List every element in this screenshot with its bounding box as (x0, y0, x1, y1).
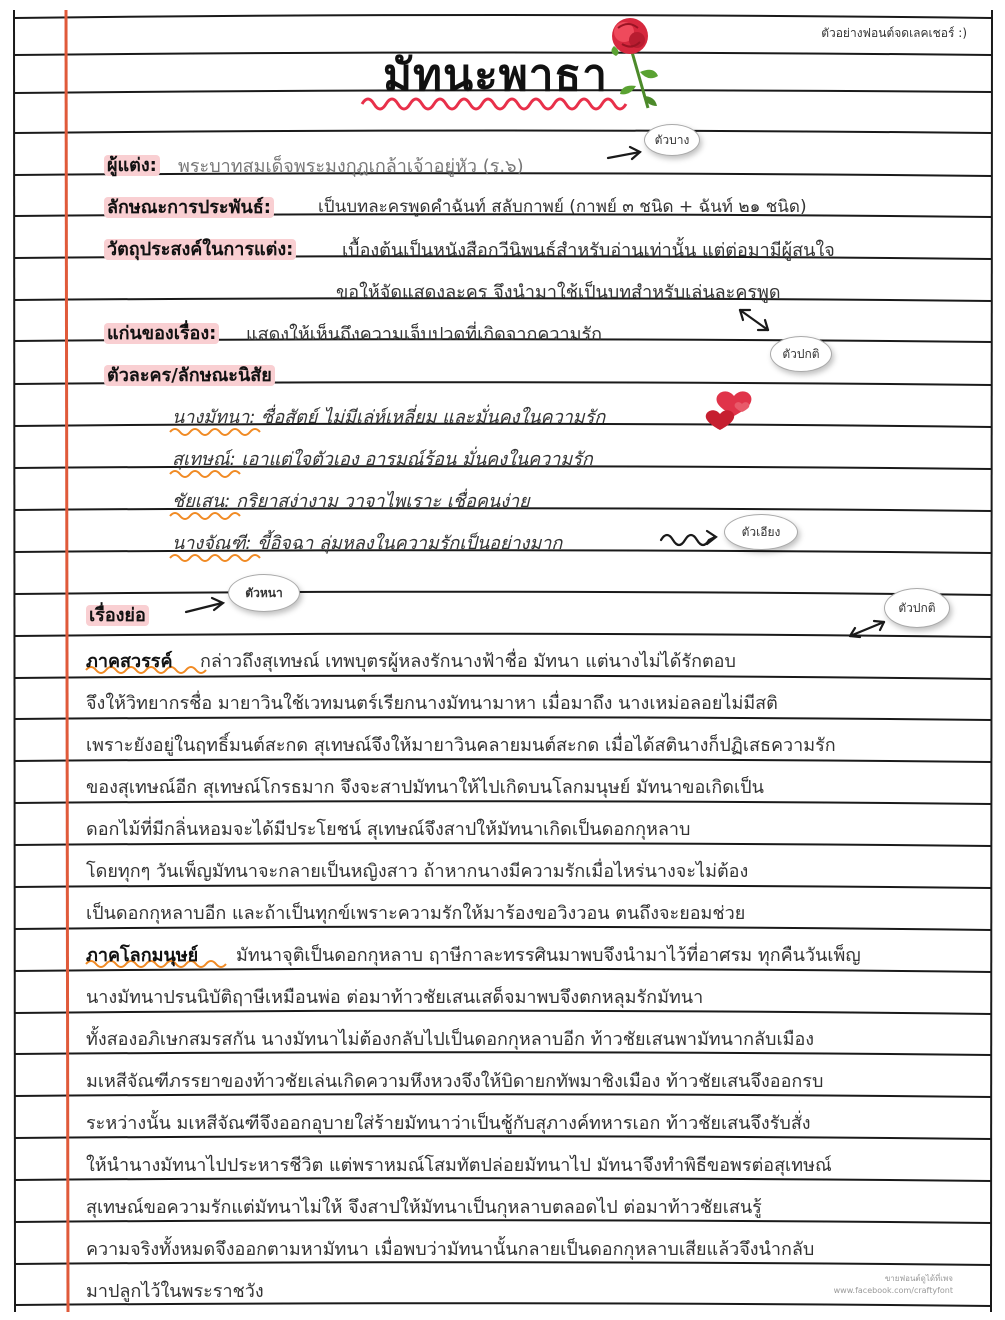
earth-line: มาปลูกไว้ในพระราชวัง (86, 1281, 264, 1302)
credit-text: ขายฟอนต์ดูได้ที่เพจ (884, 1274, 953, 1283)
heaven-line: จึงให้วิทยากรชื่อ มายาวินใช้เวทมนตร์เรียกนางมัทนามาหา เมื่อมาถึง นางเหม่อลอยไม่มีสติ (86, 693, 778, 714)
character-row: ชัยเสน: กริยาสง่างาม วาจาไพเราะ เชื่อคนง่าย (172, 491, 530, 512)
heaven-line: ของสุเทษณ์อีก สุเทษณ์โกรธมาก จึงจะสาปมัทนาให้ไปเกิดบนโลกมนุษย์ มัทนาขอเกิดเป็น (86, 777, 764, 798)
character-row: สุเทษณ์: เอาแต่ใจตัวเอง อารมณ์ร้อน มั่นคงในความรัก (172, 449, 593, 470)
rose-icon (611, 18, 658, 108)
heaven-label: ภาคสวรรค์ (86, 651, 173, 672)
purpose-value-1: เบื้องต้นเป็นหนังสือกวีนิพนธ์สำหรับอ่านเท่านั้น แต่ต่อมามีผู้สนใจ (342, 240, 835, 261)
characters-label: ตัวละคร/ลักษณะนิสัย (104, 360, 275, 389)
credit-url: www.facebook.com/craftyfont (833, 1286, 953, 1295)
summary-label: เรื่องย่อ (86, 600, 149, 629)
earth-line: นางมัทนาปรนนิบัติฤาษีเหมือนพ่อ ต่อมาท้าวชัยเสนเสด็จมาพบจึงตกหลุมรักมัทนา (86, 987, 704, 1008)
theme-value: แสดงให้เห็นถึงความเจ็บปวดที่เกิดจากความรัก (246, 324, 603, 345)
heaven-line: เป็นดอกกุหลาบอีก และถ้าเป็นทุกข์เพราะความรักให้มาร้องขอวิงวอน ตนถึงจะยอมช่วย (86, 903, 746, 924)
earth-line: มเหสีจัณฑีภรรยาของท้าวชัยเล่นเกิดความหึงหวงจึงให้บิดายกทัพมาชิงเมือง ท้าวชัยเสนจึงออกรบ (86, 1071, 824, 1092)
heaven-line: โดยทุกๆ วันเพ็ญมัทนาจะกลายเป็นหญิงสาว ถ้าหากนางมีความรักเมื่อไหร่นางจะไม่ต้อง (86, 861, 749, 882)
earth-line: ความจริงทั้งหมดจึงออกตามหามัทนา เมื่อพบว่ามัทนานั้นกลายเป็นดอกกุหลาบเสียแล้วจึงนำกลับ (86, 1239, 815, 1260)
author-value: พระบาทสมเด็จพระมงกุฎเกล้าเจ้าอยู่หัว (ร.๖) (178, 156, 524, 177)
font-style-bubble-slant: ตัวเอียง (724, 514, 798, 550)
earth-line: ระหว่างนั้น มเหสีจัณฑีจึงออกอุบายใส่ร้ายมัทนาว่าเป็นชู้กับสุภางค์ทหารเอก ท้าวชัยเสนจึงรับสั่ง (86, 1113, 811, 1134)
character-row: นางมัทนา: ซื่อสัตย์ ไม่มีเล่ห์เหลี่ยม และมั่นคงในความรัก (172, 407, 606, 428)
font-style-bubble-thin: ตัวบาง (644, 124, 700, 156)
theme-label: แก่นของเรื่อง: (104, 318, 219, 347)
earth-line: ทั้งสองอภิเษกสมรสกัน นางมัทนาไม่ต้องกลับไปเป็นดอกกุหลาบอีก ท้าวชัยเสนพามัทนากลับเมือง (86, 1029, 815, 1050)
author-label: ผู้แต่ง: (104, 150, 160, 179)
character-row: นางจัณฑี: ขี้อิจฉา ลุ่มหลงในความรักเป็นอย่างมาก (172, 533, 563, 554)
font-style-bubble-bold: ตัวหนา (228, 574, 300, 612)
font-sample-note: ตัวอย่างฟอนต์จดเลคเชอร์ :) (821, 26, 967, 40)
purpose-value-2: ขอให้จัดแสดงละคร จึงนำมาใช้เป็นบทสำหรับเล่นละครพูด (336, 282, 781, 303)
heaven-line: กล่าวถึงสุเทษณ์ เทพบุตรผู้หลงรักนางฟ้าชื่อ มัทนา แต่นางไม่ได้รักตอบ (200, 651, 736, 672)
form-value: เป็นบทละครพูดคำฉันท์ สลับกาพย์ (กาพย์ ๓ ชนิด + ฉันท์ ๒๑ ชนิด) (318, 197, 807, 217)
purpose-label: วัตถุประสงค์ในการแต่ง: (104, 234, 296, 263)
heaven-line: ดอกไม้ที่มีกลิ่นหอมจะได้มีประโยชน์ สุเทษณ์จึงสาปให้มัทนาเกิดเป็นดอกกุหลาบ (86, 819, 691, 840)
earth-label: ภาคโลกมนุษย์ (86, 945, 199, 966)
form-label: ลักษณะการประพันธ์: (104, 192, 274, 221)
font-style-bubble-normal: ตัวปกติ (884, 588, 950, 628)
earth-line: ให้นำนางมัทนาไปประหารชีวิต แต่พราหมณ์โสมทัตปล่อยมัทนาไป มัทนาจึงทำพิธีขอพรต่อสุเทษณ์ (86, 1155, 832, 1176)
heaven-line: เพราะยังอยู่ในฤทธิ์มนต์สะกด สุเทษณ์จึงให้มายาวินคลายมนต์สะกด เมื่อได้สตินางก็ปฏิเสธความรัก (86, 735, 836, 756)
font-style-bubble-normal: ตัวปกติ (770, 336, 832, 372)
earth-line: สุเทษณ์ขอความรักแต่มัทนาไม่ให้ จึงสาปให้มัทนาเป็นกุหลาบตลอดไป ต่อมาท้าวชัยเสนรู้ (86, 1197, 762, 1218)
earth-line: มัทนาจุติเป็นดอกกุหลาบ ฤาษีกาละทรรศินมาพบจึงนำมาไว้ที่อาศรม ทุกคืนวันเพ็ญ (236, 945, 861, 966)
page-title: มัทนะพาธา (383, 50, 608, 101)
